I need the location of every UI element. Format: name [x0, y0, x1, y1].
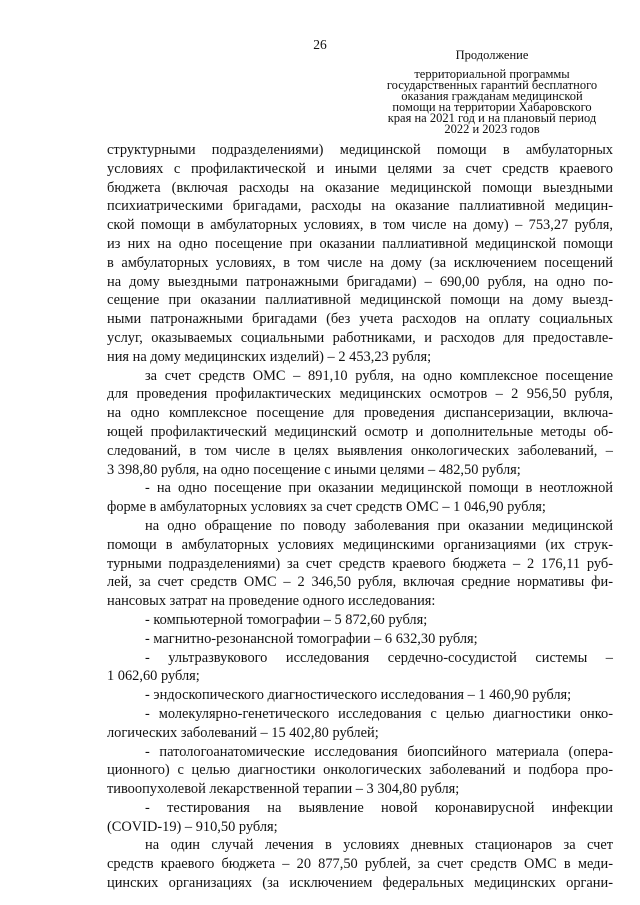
text-line: ской помощи в амбулаторных условиях, в том числе на дому) – 753,27 рубля,: [107, 217, 613, 234]
text-line: - патологоанатомические исследования биопсийного материала (опера-: [145, 743, 613, 760]
header-lines: [366, 69, 618, 135]
header-line: 2022 и 2023 годов: [444, 122, 540, 136]
paragraph: [107, 836, 613, 892]
text-line: турными подразделениями) за счет средств краевого бюджета – 2 176,11 руб-: [107, 555, 613, 572]
text-line: помощи в амбулаторных условиях медицинскими организациями (их струк-: [107, 536, 613, 553]
text-line: форме в амбулаторных условиях за счет средств ОМС – 1 046,90 рубля;: [107, 499, 546, 516]
paragraph: [107, 686, 613, 705]
page-number: 26: [313, 37, 327, 52]
paragraph: [107, 611, 613, 630]
text-line: за счет средств ОМС – 891,10 рубля, на одно комплексное посещение: [145, 367, 613, 384]
text-line: условиях с профилактической и иными целями за счет средств краевого: [107, 160, 613, 177]
text-line: ния на дому медицинских изделий) – 2 453,23 рубля;: [107, 348, 432, 365]
text-line: лей, за счет средств ОМС – 2 346,50 рубля, включая средние нормативы фи-: [107, 574, 613, 591]
text-line: цинских организациях (за исключением федеральных медицинских органи-: [107, 875, 613, 892]
text-line: услуг, оказываемых социальными работниками, и расходов для предоставле-: [107, 329, 613, 346]
text-line: логических заболеваний – 15 402,80 рублей;: [107, 724, 379, 741]
text-line: - молекулярно-генетического исследования с целью диагностики онко-: [145, 705, 613, 722]
text-line: - магнитно-резонансной томографии – 6 632,30 рубля;: [145, 630, 478, 647]
header-line: государственных гарантий бесплатного: [386, 78, 598, 92]
text-line: ными патронажными бригадами (без учета расходов на оплату социальных: [107, 311, 613, 328]
text-line: тивоопухолевой лекарственной терапии – 3 304,80 рубля;: [107, 781, 460, 798]
header-line: края на 2021 год и на плановый период: [387, 111, 597, 125]
paragraph: [107, 517, 613, 611]
paragraph: [107, 479, 613, 517]
text-line: нансовых затрат на проведение одного исследования:: [107, 593, 436, 610]
text-line: - на одно посещение при оказании медицинской помощи в неотложной: [145, 480, 613, 497]
text-line: - ультразвукового исследования сердечно-сосудистой системы –: [145, 649, 613, 666]
text-line: ющей профилактический медицинский осмотр и дополнительные методы об-: [107, 423, 613, 440]
text-line: - эндоскопического диагностического исследования – 1 460,90 рубля;: [145, 687, 572, 704]
text-line: (COVID-19) – 910,50 рубля;: [107, 818, 278, 835]
text-line: бюджета (включая расходы на оказание медицинской помощи выездными: [107, 179, 613, 196]
text-line: из них на одно посещение при оказании паллиативной медицинской помощи: [107, 235, 613, 252]
continuation-label: Продолжение: [455, 48, 529, 62]
header-line: территориальной программы: [414, 67, 570, 81]
text-line: на одно обращение по поводу заболевания при оказании медицинской: [145, 517, 613, 534]
document-body: [107, 141, 613, 893]
text-line: на один случай лечения в условиях дневных стационаров за счет: [145, 837, 613, 854]
text-line: - компьютерной томографии – 5 872,60 рубля;: [145, 611, 428, 628]
paragraph: [107, 649, 613, 687]
text-line: структурными подразделениями) медицинской помощи в амбулаторных: [107, 142, 613, 158]
paragraph: [107, 799, 613, 837]
paragraph: [107, 141, 613, 367]
text-line: средств краевого бюджета – 20 877,50 рублей, за счет средств ОМС в меди-: [107, 856, 613, 873]
paragraph: [107, 705, 613, 743]
text-line: на дому выездными патронажными бригадами) – 690,00 рубля, на одно по-: [107, 273, 613, 290]
text-line: для проведения профилактических медицинских осмотров – 2 956,50 рубля,: [107, 386, 613, 403]
text-line: сещение при оказании паллиативной медицинской помощи на дому выезд-: [107, 292, 613, 309]
text-line: в амбулаторных условиях, в том числе на дому (за исключением посещений: [107, 254, 613, 271]
text-line: 3 398,80 рубля, на одно посещение с иными целями – 482,50 рубля;: [107, 461, 521, 478]
header-line: помощи на территории Хабаровского: [392, 100, 592, 114]
text-line: - тестирования на выявление новой коронавирусной инфекции: [145, 799, 613, 816]
text-line: психиатрическими бригадами, расходы на оказание паллиативной медицин-: [107, 198, 613, 215]
paragraph: [107, 743, 613, 799]
text-line: следований, в том числе в целях выявления онкологических заболеваний, –: [107, 442, 613, 459]
text-line: ционного) с целью диагностики онкологических заболеваний и подбора про-: [107, 762, 613, 779]
text-line: на одно комплексное посещение для проведения диспансеризации, включа-: [107, 405, 613, 422]
paragraph: [107, 367, 613, 480]
header-line: оказания гражданам медицинской: [401, 89, 583, 103]
text-line: 1 062,60 рубля;: [107, 668, 200, 685]
document-header: [366, 50, 618, 135]
paragraph: [107, 630, 613, 649]
